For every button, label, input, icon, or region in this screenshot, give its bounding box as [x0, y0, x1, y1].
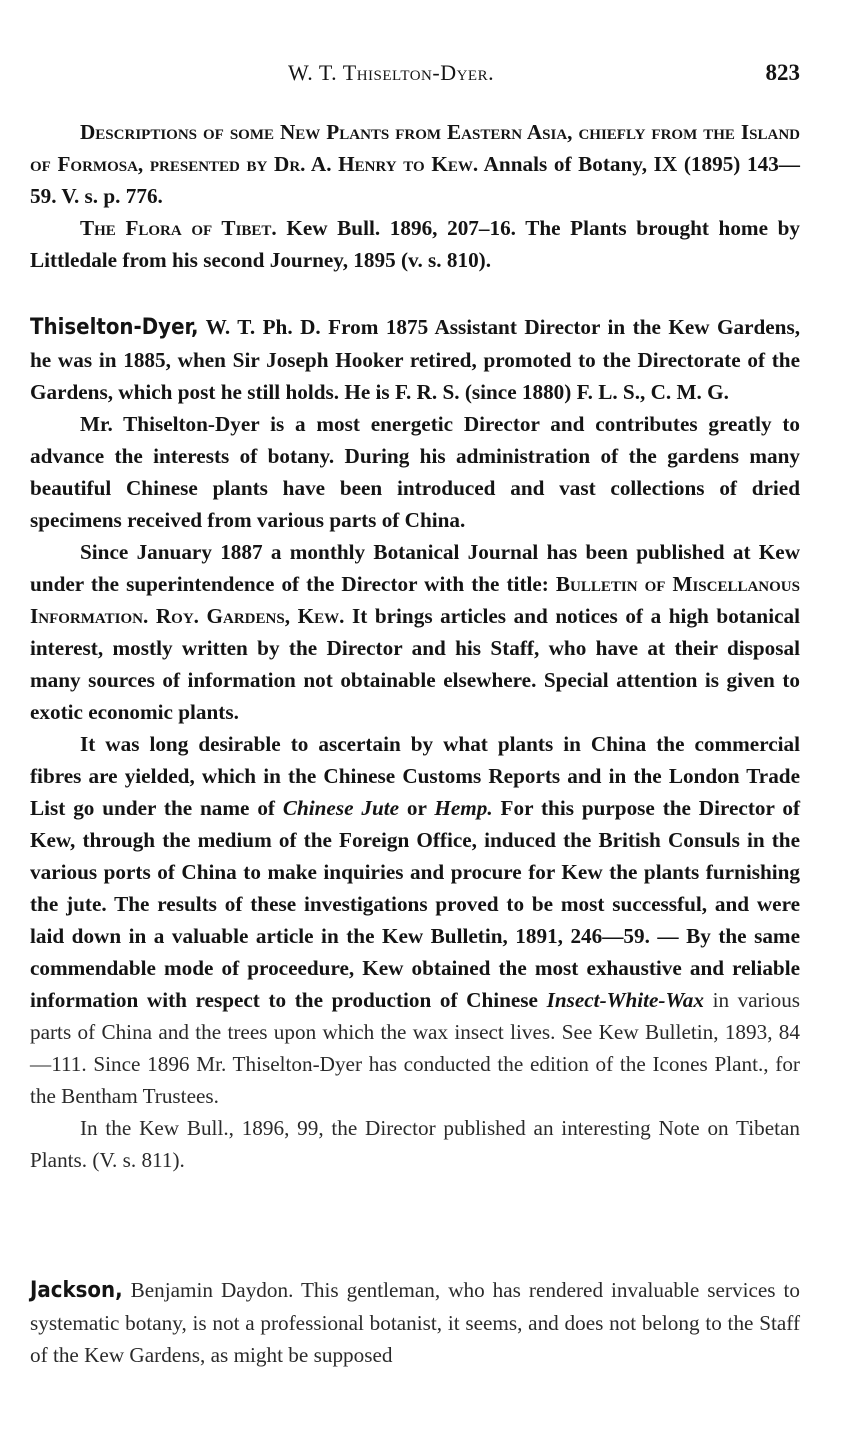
biography-name: Jackson,	[30, 1278, 123, 1303]
paragraph: Mr. Thiselton-Dyer is a most energetic Director and contributes greatly to advance the interests of botany. During his administration of the gardens many beautiful Chinese plants have been introduced and vast collections of dried specimens received from various parts of China.	[30, 412, 800, 532]
journal-title: Bulletin of Miscellanous Information. Roy. Gardens, Kew.	[30, 572, 800, 628]
running-title: W. T. Thiselton-Dyer.	[288, 60, 495, 85]
paragraph	[30, 728, 800, 1112]
biography-name: Thiselton-Dyer,	[30, 315, 199, 340]
italic-term: Insect-White-Wax	[546, 988, 704, 1012]
paragraph-text: For this purpose the Director of Kew, through the medium of the Foreign Office, induced the British Consuls in the various ports of China to make inquiries and procure for Kew the plants furnishing the jute. The results of these investigations proved to be most successful, and were laid down in a valuable article in the Kew Bulletin, 1891, 246—59. — By the same commendable mode of proceedure, Kew obtained the most exhaustive and reliable information with respect to the production of Chinese	[30, 796, 801, 1012]
paragraph-text: in various parts of China and the trees upon which the wax insect lives. See Kew Bulletin, 1893, 84—111. Since 1896 Mr. Thiselton-Dyer has conducted the edition of the Icones Plant., for the Bentham Trustees.	[30, 988, 801, 1108]
biography-thiselton-dyer	[30, 311, 800, 1176]
entry-source: Annals of Botany, IX (1895) 143—59. V. s. p. 776.	[30, 152, 800, 208]
paragraph: In the Kew Bull., 1896, 99, the Director published an interesting Note on Tibetan Plants. (V. s. 811).	[30, 1116, 800, 1172]
paragraph-text: It was long desirable to ascertain by what plants in China the commercial fibres are yielded, which in the Chinese Customs Reports and in the London Trade List go under the name of	[30, 732, 800, 820]
biography-jackson	[30, 1274, 800, 1371]
entry-source: Kew Bull. 1896, 207–16. The Plants brought home by Littledale from his second Journey, 1895 (v. s. 810).	[30, 216, 800, 272]
paragraph-text: or	[406, 796, 427, 820]
entry-title: Descriptions of some New Plants from Eastern Asia, chiefly from the Island of Formosa, presented by Dr. A. Henry to Kew.	[30, 120, 800, 176]
italic-term: Hemp.	[434, 796, 493, 820]
biography-intro: W. T. Ph. D. From 1875 Assistant Director in the Kew Gardens, he was in 1885, when Sir Joseph Hooker retired, promoted to the Directorate of the Gardens, which post he still holds. He is F. R. S. (since 1880) F. L. S., C. M. G.	[30, 315, 801, 404]
biography-intro: Benjamin Daydon. This gentleman, who has rendered invaluable services to systematic botany, is not a professional botanist, it seems, and does not belong to the Staff of the Kew Gardens, as might be supposed	[30, 1278, 800, 1367]
paragraph-text: It brings articles and notices of a high botanical interest, mostly written by the Director and his Staff, who have at their disposal many sources of information not obtainable elsewhere. Special attention is given to exotic economic plants.	[30, 604, 800, 724]
bibliography-entry-2	[30, 212, 800, 276]
paragraph	[30, 536, 800, 728]
entry-title: The Flora of Tibet.	[80, 216, 277, 240]
page-header	[30, 60, 800, 90]
paragraph-text: Since January 1887 a monthly Botanical Journal has been published at Kew under the superintendence of the Director with the title:	[30, 540, 800, 596]
bibliography-entry-1	[30, 116, 800, 212]
page-number: 823	[765, 60, 800, 85]
italic-term: Chinese Jute	[282, 796, 400, 820]
